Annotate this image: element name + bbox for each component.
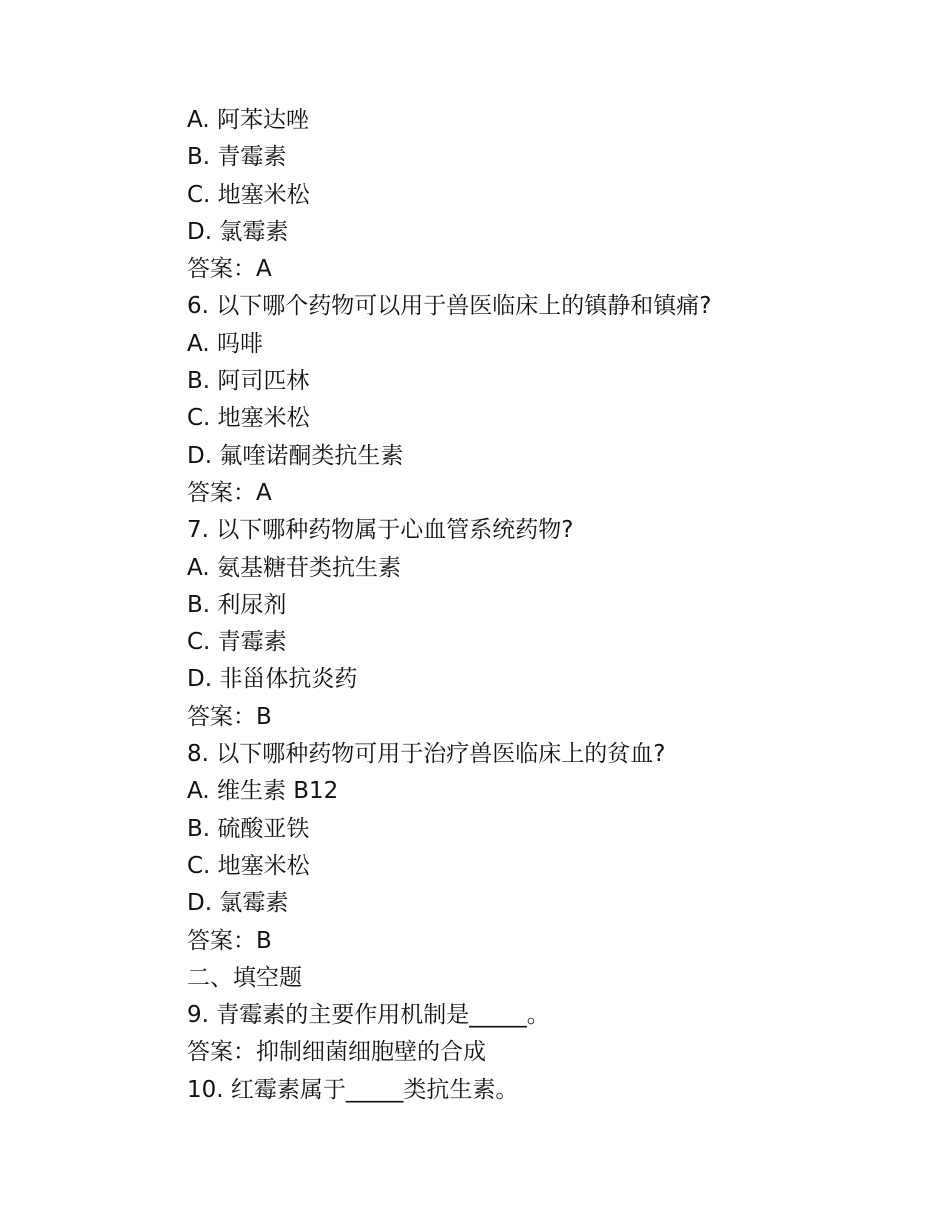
option-line: A. 氨基糖苷类抗生素 xyxy=(187,554,401,581)
option-line: D. 氟喹诺酮类抗生素 xyxy=(187,442,404,469)
option-line: A. 维生素 B12 xyxy=(187,778,339,805)
option-line: D. 氯霉素 xyxy=(187,890,289,917)
question-line: 6. 以下哪个药物可以用于兽医临床上的镇静和镇痛? xyxy=(187,293,712,320)
answer-line: 答案：B xyxy=(187,927,272,954)
option-line: B. 阿司匹林 xyxy=(187,368,310,395)
answer-line: 答案：A xyxy=(187,256,272,283)
question-line: 10. 红霉素属于_____类抗生素。 xyxy=(187,1076,519,1103)
question-line: 9. 青霉素的主要作用机制是_____。 xyxy=(187,1002,550,1029)
question-line: 7. 以下哪种药物属于心血管系统药物? xyxy=(187,517,574,544)
answer-line: 答案：抑制细菌细胞壁的合成 xyxy=(187,1039,486,1066)
option-line: D. 非甾体抗炎药 xyxy=(187,666,358,693)
answer-line: 答案：B xyxy=(187,703,272,730)
option-line: C. 地塞米松 xyxy=(187,852,310,879)
option-line: C. 地塞米松 xyxy=(187,405,310,432)
option-line: A. 吗啡 xyxy=(187,330,263,357)
option-line: C. 青霉素 xyxy=(187,629,287,656)
option-line: C. 地塞米松 xyxy=(187,181,310,208)
option-line: D. 氯霉素 xyxy=(187,218,289,245)
answer-line: 答案：A xyxy=(187,479,272,506)
option-line: B. 利尿剂 xyxy=(187,591,287,618)
document-page xyxy=(187,102,887,1109)
section-heading: 二、填空题 xyxy=(187,964,302,991)
option-line: B. 硫酸亚铁 xyxy=(187,815,310,842)
question-line: 8. 以下哪种药物可用于治疗兽医临床上的贫血? xyxy=(187,741,666,768)
option-line: B. 青霉素 xyxy=(187,144,287,171)
option-line: A. 阿苯达唑 xyxy=(187,107,309,133)
